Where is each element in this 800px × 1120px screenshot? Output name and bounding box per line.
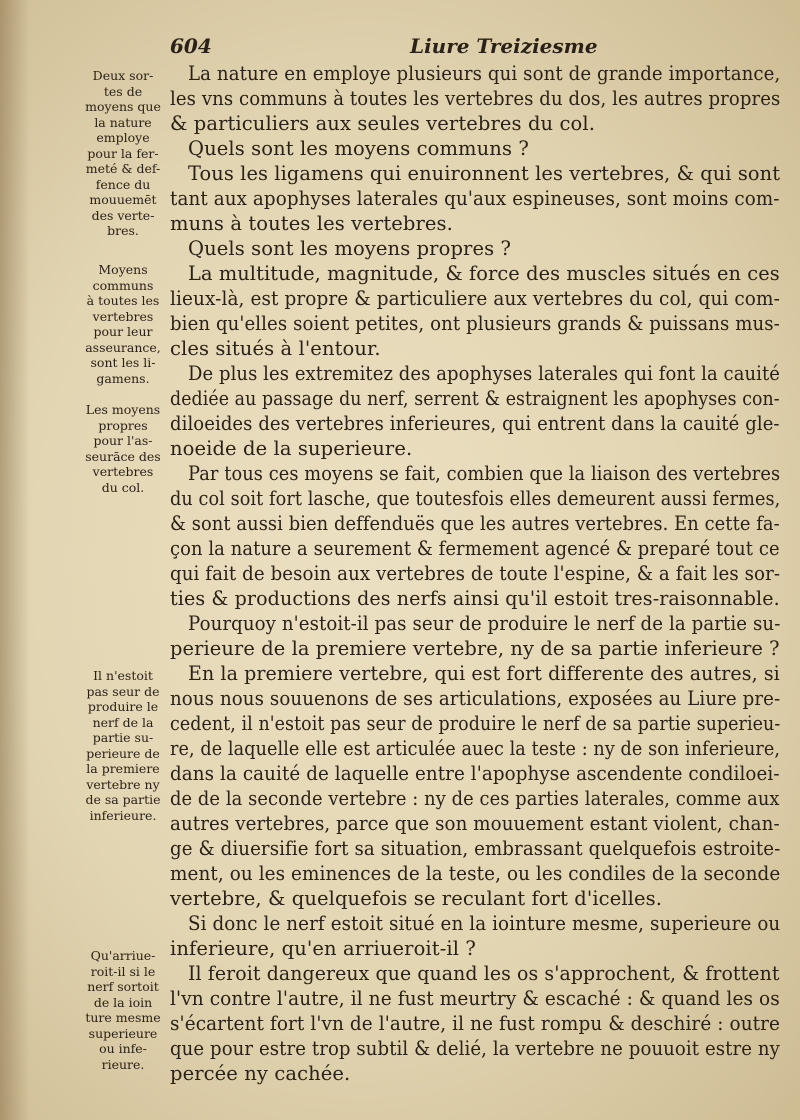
text-line: Quels sont les moyens propres ? — [188, 237, 512, 260]
text-line: cedent, il n'estoit pas seur de produire le nerf de sa partie superieu- — [170, 712, 781, 735]
text-line: re, de laquelle elle est articulée auec la teste : ny de son inferieure, — [170, 737, 781, 760]
text-line: ge & diuersifie fort sa situation, embrassant quelquefois estroite- — [170, 837, 781, 860]
margin-note: Il n'estoit pas seur de produire le nerf de la partie su- perieure de la premiere vertebre ny de sa partie inferieure. — [85, 668, 161, 823]
text-line: nous nous souuenons de ses articulations, exposées au Liure pre- — [170, 687, 781, 710]
text-line: bien qu'elles soient petites, ont plusieurs grands & puissans mus- — [170, 312, 780, 335]
text-line: çon la nature a seurement & fermement agencé & preparé tout ce — [170, 537, 780, 560]
text-line: autres vertebres, parce que son mouuement estant violent, chan- — [170, 812, 780, 835]
text-line: dans la cauité de laquelle entre l'apophyse ascendente condiloei- — [170, 762, 780, 785]
page-number: 604 — [170, 34, 212, 58]
text-line: Pourquoy n'estoit-il pas seur de produire le nerf de la partie su- — [188, 612, 781, 635]
running-title: Liure Treiziesme — [410, 34, 598, 58]
text-line: cles situés à l'entour. — [170, 337, 381, 360]
text-line: & particuliers aux seules vertebres du col. — [170, 112, 595, 135]
text-line: Il feroit dangereux que quand les os s'approchent, & frottent — [188, 962, 780, 985]
text-line: noeide de la superieure. — [170, 437, 413, 460]
text-line: muns à toutes les vertebres. — [170, 212, 453, 235]
margin-note: Deux sor- tes de moyens que la nature employe pour la fer- meté & def- fence du mouuemēt des verte- bres. — [85, 68, 161, 238]
text-line: percée ny cachée. — [170, 1062, 351, 1085]
text-line: de de la seconde vertebre : ny de ces parties laterales, comme aux — [170, 787, 780, 810]
text-line: perieure de la premiere vertebre, ny de sa partie inferieure ? — [170, 637, 780, 660]
margin-note: Les moyens propres pour l'as- seurāce des vertebres du col. — [85, 402, 161, 495]
margin-note: Moyens communs à toutes les vertebres pour leur asseurance, sont les li- gamens. — [85, 262, 161, 386]
text-line: ment, ou les eminences de la teste, ou les condiles de la seconde — [170, 862, 781, 885]
text-line: que pour estre trop subtil & delié, la vertebre ne pouuoit estre ny — [170, 1037, 780, 1060]
text-line: Quels sont les moyens communs ? — [188, 137, 529, 160]
text-line: dediée au passage du nerf, serrent & estraignent les apophyses con- — [170, 387, 780, 410]
text-line: La multitude, magnitude, & force des muscles situés en ces — [188, 262, 780, 285]
page-header — [170, 30, 770, 66]
text-line: inferieure, qu'en arriueroit-il ? — [170, 937, 476, 960]
text-line: Par tous ces moyens se fait, combien que la liaison des vertebres — [188, 462, 781, 485]
text-line: Si donc le nerf estoit situé en la iointure mesme, superieure ou — [188, 912, 781, 935]
text-line: s'écartent fort l'vn de l'autre, il ne fust rompu & deschiré : outre — [170, 1012, 781, 1035]
text-line: les vns communs à toutes les vertebres du dos, les autres propres — [170, 87, 781, 110]
text-line: ties & productions des nerfs ainsi qu'il estoit tres-raisonnable. — [170, 587, 780, 610]
margin-note: Qu'arriue- roit-il si le nerf sortoit de la ioin ture mesme superieure ou infe- rieure. — [85, 948, 161, 1072]
text-line: vertebre, & quelquefois se reculant fort d'icelles. — [170, 887, 663, 910]
text-line: qui fait de besoin aux vertebres de toute l'espine, & a fait les sor- — [170, 562, 781, 585]
text-line: De plus les extremitez des apophyses laterales qui font la cauité — [188, 362, 781, 385]
text-line: tant aux apophyses laterales qu'aux espineuses, sont moins com- — [170, 187, 780, 210]
text-line: diloeides des vertebres inferieures, qui entrent dans la cauité gle- — [170, 412, 780, 435]
text-line: Tous les ligamens qui enuironnent les vertebres, & qui sont — [188, 162, 781, 185]
text-line: du col soit fort lasche, que toutesfois elles demeurent aussi fermes, — [170, 487, 781, 510]
text-line: & sont aussi bien deffenduës que les autres vertebres. En cette fa- — [170, 512, 780, 535]
text-line: La nature en employe plusieurs qui sont de grande importance, — [188, 62, 781, 85]
text-line: lieux-là, est propre & particuliere aux vertebres du col, qui com- — [170, 287, 780, 310]
text-line: En la premiere vertebre, qui est fort differente des autres, si — [188, 662, 780, 685]
text-line: l'vn contre l'autre, il ne fust meurtry & escaché : & quand les os — [170, 987, 780, 1010]
